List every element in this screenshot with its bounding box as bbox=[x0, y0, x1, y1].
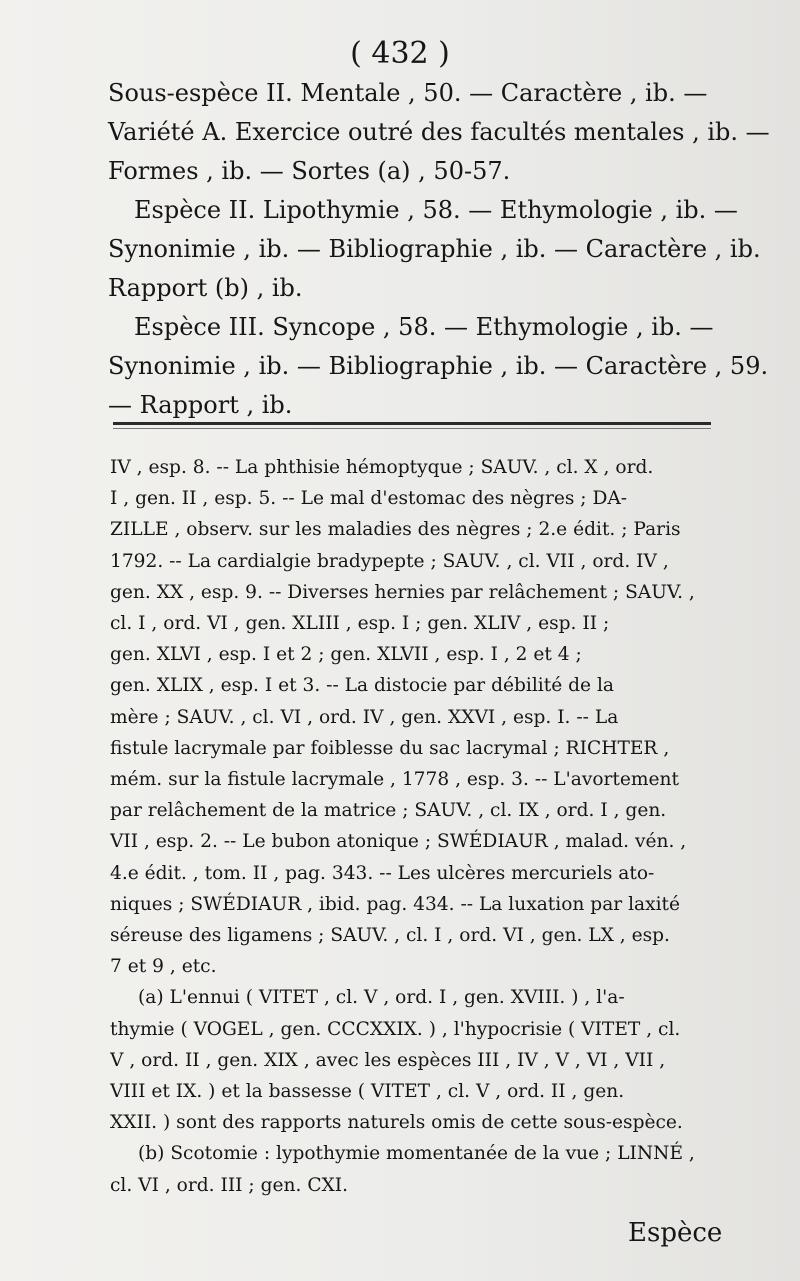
toc-line: Rapport (b) , ib. bbox=[108, 274, 303, 302]
note-line: VIII et IX. ) et la bassesse ( VITET , cl. V , ord. II , gen. bbox=[110, 1081, 625, 1103]
note-line: ZILLE , observ. sur les maladies des nègres ; 2.e édit. ; Paris bbox=[110, 519, 681, 541]
separator-rule bbox=[113, 422, 711, 425]
toc-line: Synonimie , ib. — Bibliographie , ib. — Caractère , ib. bbox=[108, 235, 761, 263]
toc-line: Synonimie , ib. — Bibliographie , ib. — Caractère , 59. bbox=[108, 352, 769, 380]
toc-line: Variété A. Exercice outré des facultés mentales , ib. — bbox=[108, 118, 770, 146]
toc-line: Sous-espèce II. Mentale , 50. — Caractère , ib. — bbox=[108, 79, 708, 107]
note-line: V , ord. II , gen. XIX , avec les espèces III , IV , V , VI , VII , bbox=[110, 1049, 666, 1071]
note-line: (a) L'ennui ( VITET , cl. V , ord. I , gen. XVIII. ) , l'a- bbox=[138, 987, 625, 1009]
note-line: cl. I , ord. VI , gen. XLIII , esp. I ; gen. XLIV , esp. II ; bbox=[110, 613, 610, 635]
note-line: XXII. ) sont des rapports naturels omis de cette sous-espèce. bbox=[110, 1112, 683, 1134]
note-line: niques ; SWÉDIAUR , ibid. pag. 434. -- La luxation par laxité bbox=[110, 893, 681, 915]
note-line: VII , esp. 2. -- Le bubon atonique ; SWÉDIAUR , malad. vén. , bbox=[110, 831, 687, 853]
note-line: 4.e édit. , tom. II , pag. 343. -- Les ulcères mercuriels ato- bbox=[110, 862, 655, 884]
note-line: gen. XX , esp. 9. -- Diverses hernies par relâchement ; SAUV. , bbox=[110, 581, 695, 603]
note-line: IV , esp. 8. -- La phthisie hémoptyque ; SAUV. , cl. X , ord. bbox=[110, 457, 654, 478]
note-line: (b) Scotomie : lypothymie momentanée de la vue ; LINNÉ , bbox=[138, 1143, 695, 1165]
note-line: I , gen. II , esp. 5. -- Le mal d'estomac des nègres ; DA- bbox=[110, 488, 628, 510]
note-line: par relâchement de la matrice ; SAUV. , cl. IX , ord. I , gen. bbox=[110, 800, 667, 822]
toc-block bbox=[108, 74, 770, 425]
note-line: mém. sur la fistule lacrymale , 1778 , esp. 3. -- L'avortement bbox=[110, 769, 679, 791]
note-line: 1792. -- La cardialgie bradypepte ; SAUV. , cl. VII , ord. IV , bbox=[110, 550, 669, 572]
toc-line: — Rapport , ib. bbox=[108, 391, 293, 419]
separator-rule-thin bbox=[113, 428, 711, 429]
toc-line: Espèce III. Syncope , 58. — Ethymologie , ib. — bbox=[134, 313, 714, 341]
note-line: 7 et 9 , etc. bbox=[110, 956, 217, 978]
note-line: séreuse des ligamens ; SAUV. , cl. I , ord. VI , gen. LX , esp. bbox=[110, 925, 670, 947]
note-line: thymie ( VOGEL , gen. CCCXXIX. ) , l'hypocrisie ( VITET , cl. bbox=[110, 1018, 681, 1040]
catchword: Espèce bbox=[628, 1218, 723, 1248]
note-line: fistule lacrymale par foiblesse du sac lacrymal ; RICHTER , bbox=[110, 737, 670, 759]
toc-line: Espèce II. Lipothymie , 58. — Ethymologie , ib. — bbox=[134, 196, 738, 224]
toc-line: Formes , ib. — Sortes (a) , 50-57. bbox=[108, 157, 511, 185]
note-line: gen. XLIX , esp. I et 3. -- La distocie par débilité de la bbox=[110, 675, 614, 697]
note-line: gen. XLVI , esp. I et 2 ; gen. XLVII , esp. I , 2 et 4 ; bbox=[110, 644, 582, 666]
note-line: mère ; SAUV. , cl. VI , ord. IV , gen. XXVI , esp. I. -- La bbox=[110, 706, 619, 728]
footnotes-block bbox=[110, 452, 710, 1201]
note-line: cl. VI , ord. III ; gen. CXI. bbox=[110, 1174, 349, 1196]
page-number: ( 432 ) bbox=[350, 36, 450, 71]
